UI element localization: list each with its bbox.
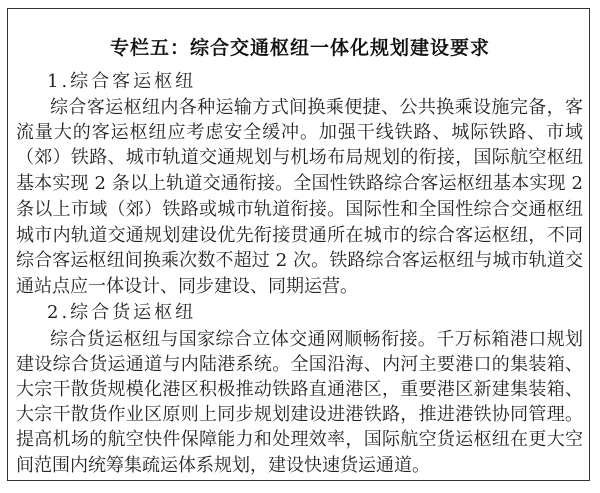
paragraph-line: 建设综合货运通道与内陆港系统。全国沿海、内河主要港口的集装箱、 [16,354,583,375]
paragraph-line: 大宗干散货规模化港区积极推动铁路直通港区，重要港区新建集装箱、 [16,379,583,400]
paragraph-line: 综合货运枢纽与国家综合立体交通网顺畅衔接。千万标箱港口规划 [50,329,583,350]
paragraph-line: 综合客运枢纽间换乘次数不超过 2 次。铁路综合客运枢纽与城市轨道交 [16,250,583,271]
paragraph-line: 间范围内统筹集疏运体系规划，建设快速货运通道。 [16,455,430,476]
paragraph-line: 基本实现 2 条以上轨道交通衔接。全国性铁路综合客运枢纽基本实现 2 [16,173,583,194]
paragraph-line: （郊）铁路、城市轨道交通规划与机场布局规划的衔接，国际航空枢纽 [16,147,583,168]
column-title: 专栏五：综合交通枢纽一体化规划建设要求 [109,37,490,59]
paragraph-line: 通站点应一体设计、同步建设、同期运营。 [16,276,358,297]
paragraph-line: 流量大的客运枢纽应考虑安全缓冲。加强干线铁路、城际铁路、市域 [16,122,583,143]
paragraph-line: 提高机场的航空快件保障能力和处理效率，国际航空货运枢纽在更大空 [16,429,583,450]
paragraph-line: 大宗干散货作业区原则上同步规划建设进港铁路，推进港铁协同管理。 [16,404,583,425]
section-heading-passenger: 1.综合客运枢纽 [47,71,197,92]
paragraph-line: 综合客运枢纽内各种运输方式间换乘便捷、公共换乘设施完备，客 [50,97,583,118]
section-heading-freight: 2.综合货运枢纽 [47,302,197,323]
paragraph-line: 条以上市域（郊）铁路或城市轨道衔接。国际性和全国性综合交通枢纽 [16,199,583,220]
paragraph-line: 城市内轨道交通规划建设优先衔接贯通所在城市的综合客运枢纽，不同 [16,225,583,246]
